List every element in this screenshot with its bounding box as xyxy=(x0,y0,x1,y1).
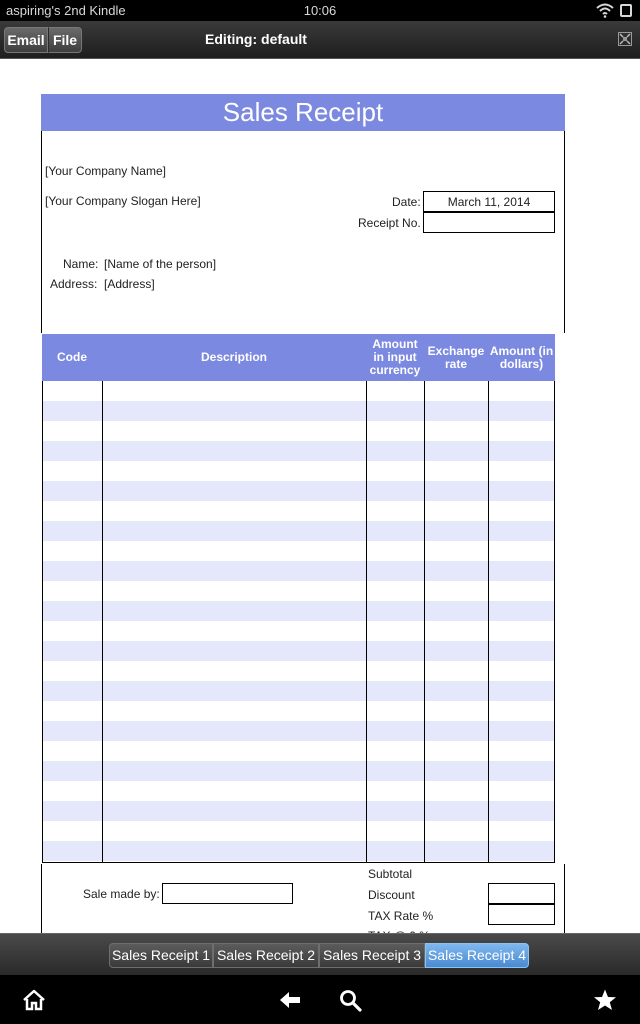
editing-title: Editing: default xyxy=(205,31,307,47)
system-nav-bar xyxy=(0,975,640,1024)
header-amount-dollars: Amount (in dollars) xyxy=(489,343,554,371)
tab-sales-receipt-3[interactable]: Sales Receipt 3 xyxy=(319,943,425,968)
battery-icon xyxy=(620,4,632,17)
table-row[interactable] xyxy=(42,761,555,781)
table-row[interactable] xyxy=(42,721,555,741)
favorites-icon[interactable] xyxy=(593,988,617,1012)
date-field[interactable]: March 11, 2014 xyxy=(423,191,555,212)
summary-border-left xyxy=(41,864,42,944)
table-row[interactable] xyxy=(42,701,555,721)
table-row[interactable] xyxy=(42,681,555,701)
table-row[interactable] xyxy=(42,601,555,621)
receipt-no-label: Receipt No. xyxy=(358,216,421,230)
table-row[interactable] xyxy=(42,441,555,461)
address-value[interactable]: [Address] xyxy=(104,277,155,291)
table-row[interactable] xyxy=(42,541,555,561)
receipt-title: Sales Receipt xyxy=(41,94,565,131)
header-description: Description xyxy=(200,350,267,364)
table-body[interactable] xyxy=(42,381,555,863)
sales-receipt xyxy=(41,94,565,944)
discount-label: Discount xyxy=(368,888,415,902)
table-row[interactable] xyxy=(42,581,555,601)
header-exchange-rate: Exchange rate xyxy=(427,343,485,371)
header-code: Code xyxy=(57,350,87,364)
sale-made-by-label: Sale made by: xyxy=(83,887,160,901)
sale-made-by-field[interactable] xyxy=(162,883,293,904)
column-divider xyxy=(366,381,367,863)
subtotal-label: Subtotal xyxy=(368,867,413,881)
table-row[interactable] xyxy=(42,561,555,581)
border-left xyxy=(41,131,42,333)
table-row[interactable] xyxy=(42,841,555,861)
sheet-tab-bar xyxy=(0,933,640,975)
column-divider xyxy=(488,381,489,863)
table-row[interactable] xyxy=(42,481,555,501)
device-name: aspiring's 2nd Kindle xyxy=(6,3,126,18)
summary-border-right xyxy=(564,864,565,944)
name-label: Name: xyxy=(63,257,99,271)
fullscreen-icon[interactable] xyxy=(618,32,632,46)
tax-rate-field[interactable] xyxy=(488,904,555,925)
table-row[interactable] xyxy=(42,661,555,681)
table-row[interactable] xyxy=(42,821,555,841)
table-row[interactable] xyxy=(42,781,555,801)
column-divider xyxy=(102,381,103,863)
company-name[interactable]: [Your Company Name] xyxy=(45,164,166,178)
table-row[interactable] xyxy=(42,521,555,541)
address-label: Address: xyxy=(50,277,98,291)
discount-field[interactable] xyxy=(488,883,555,904)
column-divider xyxy=(42,381,43,863)
search-icon[interactable] xyxy=(338,988,362,1012)
table-row[interactable] xyxy=(42,801,555,821)
tab-sales-receipt-2[interactable]: Sales Receipt 2 xyxy=(213,943,319,968)
name-value[interactable]: [Name of the person] xyxy=(104,257,217,271)
table-row[interactable] xyxy=(42,381,555,401)
clock: 10:06 xyxy=(303,3,337,18)
receipt-no-field[interactable] xyxy=(423,212,555,233)
tab-sales-receipt-1[interactable]: Sales Receipt 1 xyxy=(109,943,213,968)
table-row[interactable] xyxy=(42,501,555,521)
company-slogan[interactable]: [Your Company Slogan Here] xyxy=(45,194,201,208)
tax-rate-label: TAX Rate % xyxy=(368,909,434,923)
status-bar xyxy=(0,0,640,21)
email-button[interactable]: Email xyxy=(4,27,48,53)
file-button[interactable]: File xyxy=(48,27,82,53)
table-row[interactable] xyxy=(42,401,555,421)
home-icon[interactable] xyxy=(22,988,46,1012)
table-bottom-border xyxy=(42,862,555,863)
table-row[interactable] xyxy=(42,621,555,641)
column-divider xyxy=(554,381,555,863)
document-view[interactable] xyxy=(0,60,640,933)
wifi-icon xyxy=(596,2,614,18)
date-label: Date: xyxy=(392,195,421,209)
border-right xyxy=(564,131,565,333)
table-row[interactable] xyxy=(42,421,555,441)
back-icon[interactable] xyxy=(278,988,302,1012)
table-row[interactable] xyxy=(42,461,555,481)
table-row[interactable] xyxy=(42,641,555,661)
header-amount-input: Amount in input currency xyxy=(369,337,421,377)
table-header xyxy=(42,334,555,381)
tab-sales-receipt-4[interactable]: Sales Receipt 4 xyxy=(425,943,529,968)
table-row[interactable] xyxy=(42,741,555,761)
toolbar xyxy=(0,21,640,59)
column-divider xyxy=(424,381,425,863)
